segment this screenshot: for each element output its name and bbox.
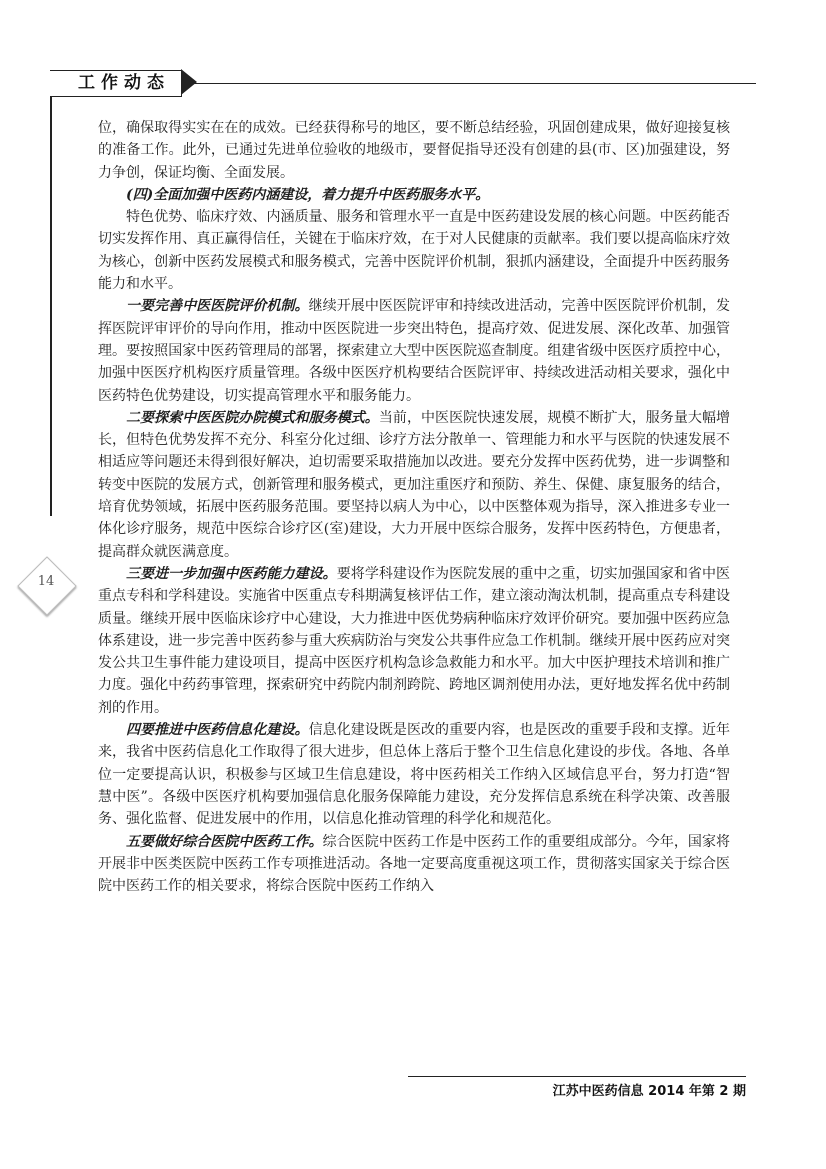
paragraph-lead: 一要完善中医医院评价机制。 [126,298,309,315]
paragraph-text: 位，确保取得实实在在的成效。已经获得称号的地区，要不断总结经验，巩固创建成果，做好迎接复核的准备工作。此外，已通过先进单位验收的地级市，要督促指导还没有创建的县(市、区)加强建设，努力争创，保证均衡、全面发展。 [98,120,730,181]
paragraph [98,831,730,898]
paragraph-lead: 四要推进中医药信息化建设。 [126,722,309,739]
subsection-heading [98,184,730,206]
paragraph [98,563,730,719]
journal-footer: 江苏中医药信息 2014 年第 2 期 [552,1084,746,1099]
paragraph-lead: 五要做好综合医院中医药工作。 [126,833,323,850]
paragraph-text: 特色优势、临床疗效、内涵质量、服务和管理水平一直是中医药建设发展的核心问题。中医药能否切实发挥作用、真正赢得信任，关键在于临床疗效，在于对人民健康的贡献率。我们要以提高临床疗效为核心，创新中医药发展模式和服务模式，完善中医院评价机制，狠抓内涵建设，全面提升中医药服务能力和水平。 [98,209,730,293]
paragraph [98,206,730,295]
header-rule-vertical [50,96,52,516]
section-title: 工作动态 [78,73,170,93]
article-body [98,117,730,897]
paragraph [98,719,730,830]
paragraph-text: 继续开展中医医院评审和持续改进活动，完善中医医院评价机制，发挥医院评审评价的导向作用，推动中医医院进一步突出特色，提高疗效、促进发展、深化改革、加强管理。要按照国家中医药管理局的部署，探索建立大型中医医院巡查制度。组建省级中医医疗质控中心，加强中医医疗机构医疗质量管理。各级中医医疗机构要结合医院评审、持续改进活动相关要求，强化中医药特色优势建设，切实提高管理水平和服务能力。 [98,298,731,404]
subsection-heading-text: (四)全面加强中医药内涵建设，着力提升中医药服务水平。 [126,186,490,203]
paragraph [98,407,730,563]
page-number: 14 [37,574,55,589]
paragraph-lead: 三要进一步加强中医药能力建设。 [126,565,337,582]
paragraph-text: 当前，中医医院快速发展，规模不断扩大，服务量大幅增长，但特色优势发挥不充分、科室分化过细、诊疗方法分散单一、管理能力和水平与医院的快速发展不相适应等问题还未得到很好解决，迫切需要采取措施加以改进。要充分发挥中医药优势，进一步调整和转变中医院的发展方式，创新管理和服务模式，更加注重医疗和预防、养生、保健、康复服务的结合，培育优势领域，拓展中医药服务范围。要坚持以病人为中心，以中医整体观为指导，深入推进多专业一体化诊疗服务，规范中医综合诊疗区(室)建设，大力开展中医综合服务，发挥中医药特色，方便患者，提高群众就医满意度。 [98,409,731,560]
header-rule-horizontal [182,83,756,84]
paragraph-text: 综合医院中医药工作是中医药工作的重要组成部分。今年，国家将开展非中医类医院中医药工作专项推进活动。各地一定要高度重视这项工作，贯彻落实国家关于综合医院中医药工作的相关要求，将综合医院中医药工作纳入 [98,833,731,895]
paragraph-text: 信息化建设既是医改的重要内容，也是医改的重要手段和支撑。近年来，我省中医药信息化工作取得了很大进步，但总体上落后于整个卫生信息化建设的步伐。各地、各单位一定要提高认识，积极参与区域卫生信息建设，将中医药相关工作纳入区域信息平台，努力打造“智慧中医”。各级中医医疗机构要加强信息化服务保障能力建设，充分发挥信息系统在科学决策、改善服务、强化监督、促进发展中的作用，以信息化推动管理的科学化和规范化。 [98,722,731,828]
paragraph [98,295,730,406]
paragraph [98,117,730,184]
paragraph-lead: 二要探索中医医院办院模式和服务模式。 [126,409,379,426]
paragraph-text: 要将学科建设作为医院发展的重中之重，切实加强国家和省中医重点专科和学科建设。实施省中医重点专科期满复核评估工作，建立滚动淘汰机制，提高重点专科建设质量。继续开展中医临床诊疗中心建设，大力推进中医优势病种临床疗效评价研究。要加强中医药应急体系建设，进一步完善中医药参与重大疾病防治与突发公共事件应急工作机制。继续开展中医药应对突发公共卫生事件能力建设项目，提高中医医疗机构急诊急救能力和水平。加大中医护理技术培训和推广力度。强化中药药事管理，探索研究中药院内制剂跨院、跨地区调剂使用办法，更好地发挥名优中药制剂的作用。 [98,565,731,716]
footer-rule [408,1076,746,1077]
